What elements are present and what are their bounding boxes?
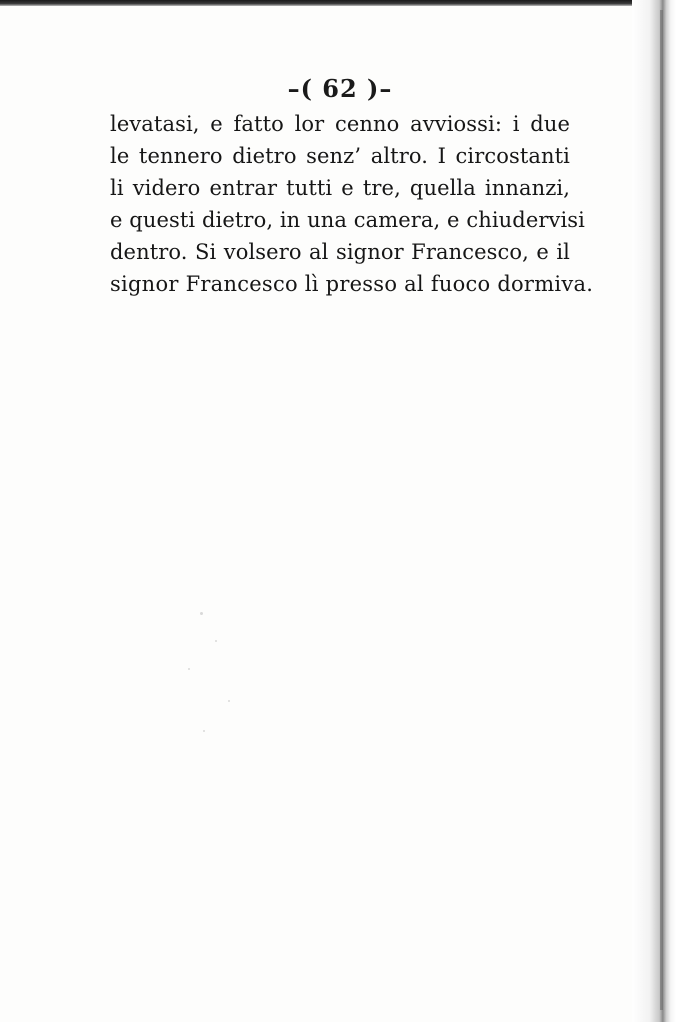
- text-line: li videro entrar tutti e tre, quella innanzi,: [110, 176, 570, 200]
- page-binding-edge: [632, 0, 676, 1022]
- text-line: le tennero dietro senz’ altro. I circostanti: [110, 144, 570, 168]
- paper-speck: [215, 640, 217, 642]
- paper-speck: [203, 730, 205, 732]
- paper-speck: [228, 700, 230, 702]
- paper-speck: [200, 612, 203, 615]
- text-line: levatasi, e fatto lor cenno avviossi: i due: [110, 112, 570, 136]
- body-text: [110, 108, 594, 300]
- paper-speck: [188, 668, 190, 670]
- text-line: signor Francesco lì presso al fuoco dormiva.: [110, 272, 594, 296]
- text-line: dentro. Si volsero al signor Francesco, e il: [110, 240, 570, 264]
- page-number-header: –( 62 )–: [287, 74, 393, 103]
- text-line: e questi dietro, in una camera, e chiudervisi: [110, 208, 585, 232]
- page-top-edge: [0, 0, 676, 6]
